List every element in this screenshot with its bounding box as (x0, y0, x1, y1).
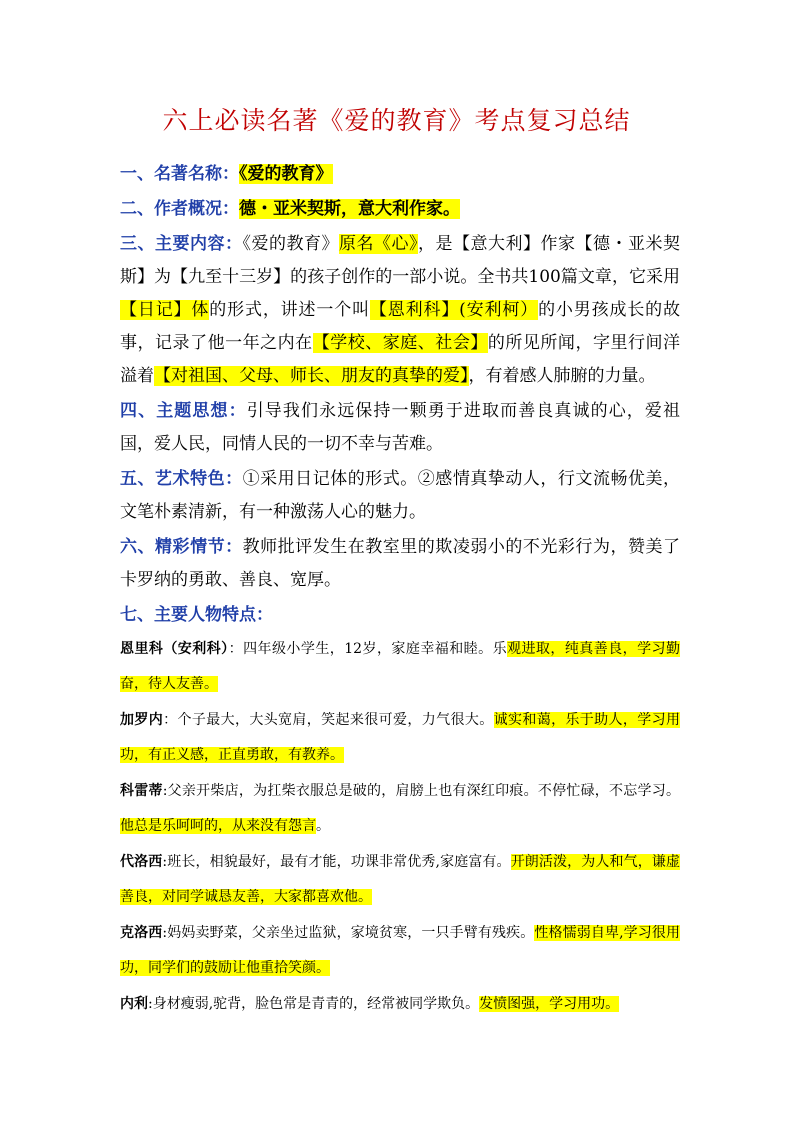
section-main-content (120, 228, 680, 393)
character-name: 科雷蒂 (120, 783, 163, 799)
character-traits: 发愤图强，学习用功。 (479, 996, 620, 1012)
character-name: 加罗内 (120, 712, 164, 728)
highlight-text: 【日记】体 (120, 300, 210, 320)
character-entry (120, 632, 680, 701)
character-entry (120, 703, 680, 772)
body-text: 的小男孩成长的故事，记录了他一年之内在 (120, 300, 681, 353)
section-characters (120, 599, 680, 632)
character-name: 代洛西 (120, 854, 163, 870)
character-entry (120, 845, 680, 914)
highlight-text: 《爱的教育》 (239, 164, 333, 184)
section-art-features (120, 463, 680, 529)
highlight-text: 德・亚米契斯，意大利作家。 (239, 199, 460, 219)
section-heading: 六、精彩情节： (120, 537, 243, 557)
character-description-end: 。 (316, 817, 330, 834)
body-text: ，是【意大利】作家【德・亚米契斯】为【九至十三岁】的孩子创作的一部小说。全书共100篇文章，它采用 (120, 234, 680, 287)
body-text: 的形式，讲述一个叫 (209, 300, 370, 320)
highlight-text: 【对祖国、父母、师长、朋友的真挚的爱】 (154, 366, 469, 386)
character-description: :身材瘦弱,驼背，脸色常是青青的，经常被同学欺负。 (148, 996, 480, 1012)
section-heading: 七、主要人物特点： (120, 605, 273, 625)
body-text: 的所见所闻，字里行间洋溢着 (120, 333, 681, 386)
body-text: 《爱的教育》 (242, 234, 339, 254)
character-entry (120, 916, 680, 985)
section-heading: 二、作者概况： (120, 199, 239, 219)
section-heading: 五、艺术特色： (120, 469, 243, 489)
character-name: 恩里科（安利科） (120, 641, 229, 657)
character-name: 内利 (120, 996, 148, 1012)
section-heading: 三、主要内容： (120, 234, 243, 254)
character-traits: 他总是乐呵呵的，从来没有怨言 (120, 817, 316, 834)
highlight-text: 原名《心》 (339, 234, 418, 254)
character-description: :父亲开柴店，为扛柴衣服总是破的，肩膀上也有深红印痕。不停忙碌，不忘学习。 (162, 783, 681, 799)
section-heading: 四、主题思想： (120, 401, 247, 421)
character-name: 克洛西 (120, 925, 163, 941)
body-text: 引导我们永远保持一颗勇于进取而善良真诚的心，爱祖国，爱人民，同情人民的一切不幸与苦难。 (120, 401, 681, 454)
highlight-text: 【学校、家庭、社会】 (312, 333, 488, 353)
section-title-name (120, 158, 680, 191)
section-theme (120, 395, 680, 461)
character-traits: 诚实和蔼，乐于助人，学习用功，有正义感，正直勇敢，有教养。 (120, 712, 681, 763)
character-entry (120, 987, 680, 1022)
character-description: :班长，相貌最好，最有才能，功课非常优秀,家庭富有。 (162, 854, 511, 870)
body-text: ①采用日记体的形式。②感情真挚动人，行文流畅优美，文笔朴素清新，有一种激荡人心的魅力。 (120, 469, 681, 522)
character-description: ：四年级小学生，12岁，家庭幸福和睦。乐 (228, 641, 508, 657)
character-traits: 观进取，纯真善良，学习勤奋，待人友善。 (120, 641, 681, 692)
section-heading: 一、名著名称： (120, 164, 239, 184)
character-entry (120, 774, 680, 843)
document-body (120, 158, 680, 1022)
character-description: ：个子最大，大头宽肩，笑起来很可爱，力气很大。 (163, 712, 494, 728)
character-traits: 性格懦弱自卑,学习很用功，同学们的鼓励让他重拾笑颜。 (120, 925, 681, 976)
character-traits: 开朗活泼，为人和气，谦虚善良，对同学诚恳友善，大家都喜欢他。 (120, 854, 681, 905)
character-description: :妈妈卖野菜，父亲坐过监狱，家境贫寒，一只手臂有残疾。 (162, 925, 535, 941)
body-text: 教师批评发生在教室里的欺凌弱小的不光彩行为，赞美了卡罗纳的勇敢、善良、宽厚。 (120, 537, 681, 590)
section-highlight-plot (120, 531, 680, 597)
document-title: 六上必读名著《爱的教育》考点复习总结 (162, 106, 631, 135)
section-author (120, 193, 680, 226)
highlight-text: 【恩利科】(安利柯） (369, 300, 539, 320)
body-text: ，有着感人肺腑的力量。 (468, 366, 656, 386)
